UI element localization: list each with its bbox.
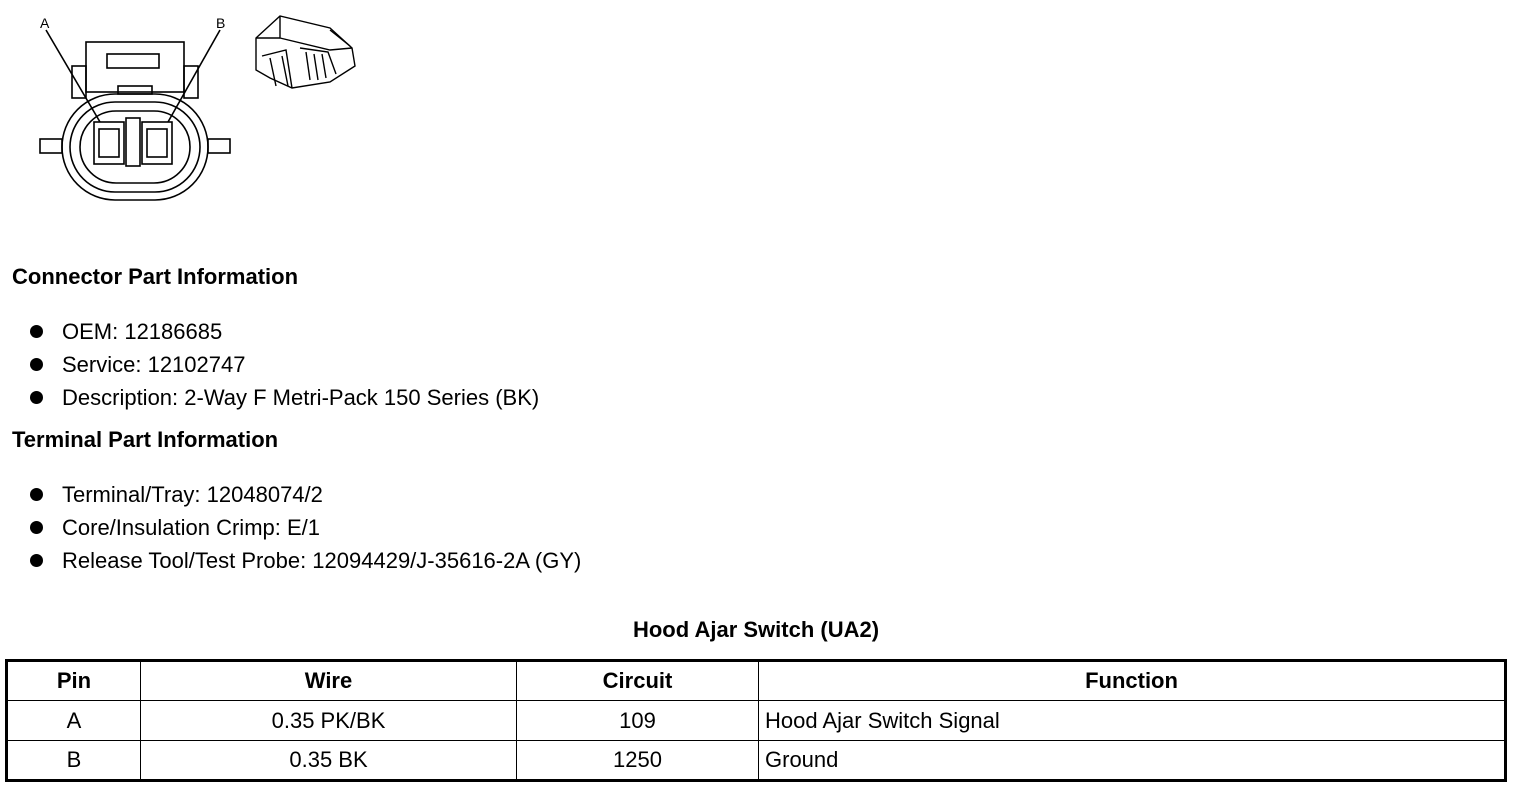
connector-description-text: Description: 2-Way F Metri-Pack 150 Series (BK) <box>62 385 540 410</box>
list-item <box>28 544 581 577</box>
bullet-icon <box>30 358 43 371</box>
list-item <box>28 478 581 511</box>
terminal-release-tool-text: Release Tool/Test Probe: 12094429/J-35616-2A (GY) <box>62 548 582 573</box>
table-caption: Hood Ajar Switch (UA2) <box>632 617 880 642</box>
cell-pin: B <box>7 741 141 781</box>
column-header-function: Function <box>759 661 1506 701</box>
table-row <box>7 741 1506 781</box>
terminal-tray-text: Terminal/Tray: 12048074/2 <box>62 482 323 507</box>
connector-iso-icon <box>256 16 355 88</box>
terminal-part-list <box>28 478 581 577</box>
table-row <box>7 701 1506 741</box>
connector-diagram <box>30 8 370 208</box>
pin-table <box>5 659 1507 782</box>
cell-function: Ground <box>759 741 1506 781</box>
terminal-crimp-text: Core/Insulation Crimp: E/1 <box>62 515 320 540</box>
list-item <box>28 381 539 414</box>
list-item <box>28 511 581 544</box>
connector-oem-text: OEM: 12186685 <box>62 319 223 344</box>
cell-circuit: 1250 <box>517 741 759 781</box>
pin-a-label: A <box>40 15 50 31</box>
bullet-icon <box>30 488 43 501</box>
bullet-icon <box>30 325 43 338</box>
bullet-icon <box>30 391 43 404</box>
cell-pin: A <box>7 701 141 741</box>
bullet-icon <box>30 554 43 567</box>
bullet-icon <box>30 521 43 534</box>
table-header-row <box>7 661 1506 701</box>
connector-part-list <box>28 315 539 414</box>
pin-b-label: B <box>216 15 226 31</box>
column-header-wire: Wire <box>141 661 517 701</box>
column-header-circuit: Circuit <box>517 661 759 701</box>
cell-wire: 0.35 BK <box>141 741 517 781</box>
cell-function: Hood Ajar Switch Signal <box>759 701 1506 741</box>
column-header-pin: Pin <box>7 661 141 701</box>
terminal-part-information-heading: Terminal Part Information <box>12 427 279 452</box>
connector-part-information-heading: Connector Part Information <box>12 264 299 289</box>
list-item <box>28 348 539 381</box>
cell-circuit: 109 <box>517 701 759 741</box>
connector-service-text: Service: 12102747 <box>62 352 246 377</box>
cell-wire: 0.35 PK/BK <box>141 701 517 741</box>
list-item <box>28 315 539 348</box>
